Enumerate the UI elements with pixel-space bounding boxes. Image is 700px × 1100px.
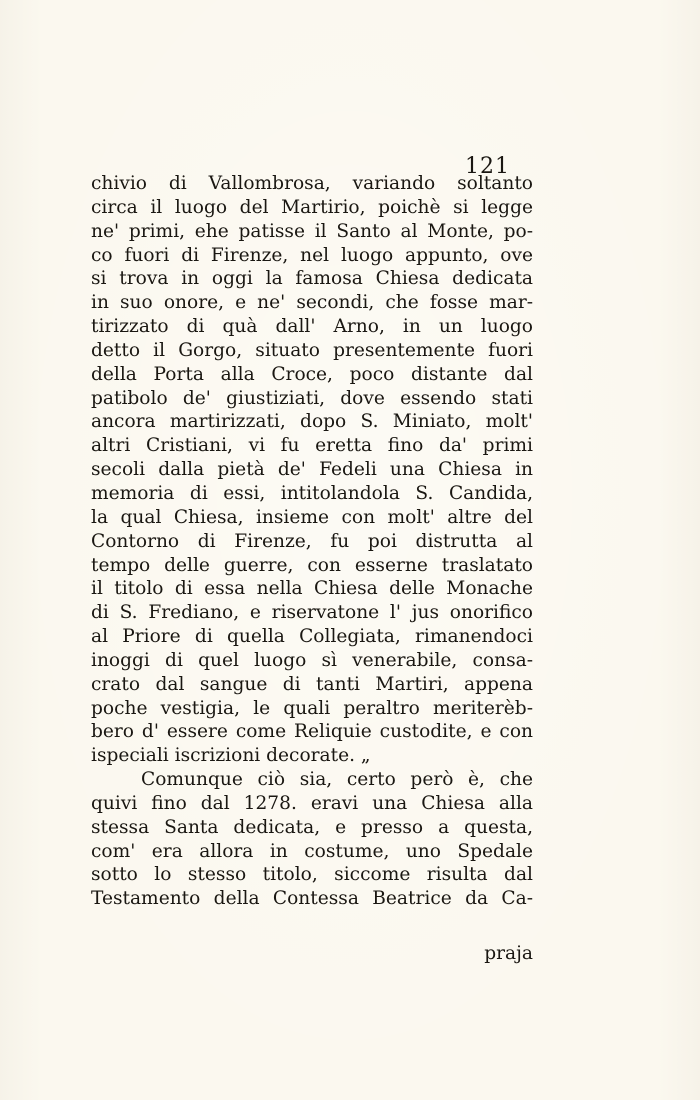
text-line: si trova in oggi la famosa Chiesa dedicata xyxy=(91,268,533,290)
text-line: della Porta alla Croce, poco distante dal xyxy=(91,363,533,385)
text-line: bero d' essere come Reliquie custodite, e con xyxy=(91,721,533,743)
text-line: in suo onore, e ne' secondi, che fosse mar- xyxy=(91,292,533,314)
text-line: chivio di Vallombrosa, variando soltanto xyxy=(91,173,533,194)
page-number: 121 xyxy=(465,154,510,179)
text-line: altri Cristiani, vi fu eretta fino da' primi xyxy=(91,435,533,457)
text-line: co fuori di Firenze, nel luogo appunto, ove xyxy=(91,244,533,266)
text-line: sotto lo stesso titolo, siccome risulta dal xyxy=(91,864,533,886)
text-line: la qual Chiesa, insieme con molt' altre del xyxy=(91,506,533,528)
text-line: Testamento della Contessa Beatrice da Ca- xyxy=(91,888,533,910)
paragraph-start-line: Comunque ciò sia, certo però è, che xyxy=(141,769,533,791)
text-line: al Priore di quella Collegiata, rimanendoci xyxy=(91,626,533,648)
text-line: crato dal sangue di tanti Martiri, appena xyxy=(91,673,533,695)
text-line: di S. Frediano, e riservatone l' jus onorifico xyxy=(91,602,533,624)
text-line: detto il Gorgo, situato presentemente fuori xyxy=(91,339,533,361)
text-line: il titolo di essa nella Chiesa delle Monache xyxy=(91,578,533,600)
text-line: com' era allora in costume, uno Spedale xyxy=(91,840,533,862)
text-line: memoria di essi, intitolandola S. Candida, xyxy=(91,482,533,504)
body-text xyxy=(91,172,533,911)
text-line: ancora martirizzati, dopo S. Miniato, molt' xyxy=(91,411,533,433)
text-line: tirizzato di quà dall' Arno, in un luogo xyxy=(91,316,533,338)
text-line: tempo delle guerre, con esserne traslatato xyxy=(91,554,533,576)
text-line: secoli dalla pietà de' Fedeli una Chiesa in xyxy=(91,459,533,481)
text-line: poche vestigia, le quali peraltro meriterèb- xyxy=(91,697,533,719)
text-line: quivi fino dal 1278. eravi una Chiesa alla xyxy=(91,792,533,814)
text-line: circa il luogo del Martirio, poichè si legge xyxy=(91,196,533,218)
paragraph-end-line: ispeciali iscrizioni decorate. „ xyxy=(91,745,371,767)
text-line: stessa Santa dedicata, e presso a questa, xyxy=(91,816,533,838)
catchword: praja xyxy=(484,943,533,964)
text-line: patibolo de' giustiziati, dove essendo stati xyxy=(91,387,533,409)
text-line: ne' primi, ehe patisse il Santo al Monte, po- xyxy=(91,220,533,242)
text-line: inoggi di quel luogo sì venerabile, consa- xyxy=(91,649,533,671)
text-line: Contorno di Firenze, fu poi distrutta al xyxy=(91,530,533,552)
